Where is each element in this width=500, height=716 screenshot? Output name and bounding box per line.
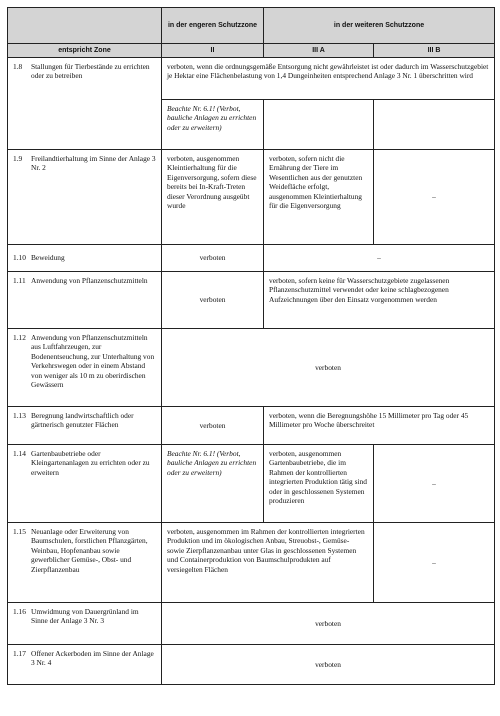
row-cell-iiib: –	[374, 445, 495, 523]
row-cell-span: verboten, ausgenommen im Rahmen der kontrollierten integrierten Produktion und im ökologischen Anbau, Streuobst-, Gemüse- sowie Zierpflanzenanbau unter Glas in geschlossenen Systemen und Containerproduktion von Baumschulprodukten auf versiegelten Flächen	[162, 523, 374, 603]
header-zone-iiib: III B	[374, 44, 495, 58]
row-cell-all: verboten	[162, 603, 495, 645]
row-label	[8, 523, 162, 603]
row-cell-iiia: verboten, ausgenommen Gartenbaubetriebe, die im Rahmen der kontrollierten integrierten Produktion tätig sind oder in geschlossenen Systemen produzieren	[264, 445, 374, 523]
row-cell-iiib: –	[374, 523, 495, 603]
header-zone-label: entspricht Zone	[8, 44, 162, 58]
row-cell-all: verboten	[162, 645, 495, 685]
row-text: Beregnung landwirtschaftlich oder gärtnerisch genutzter Flächen	[31, 411, 134, 430]
row-label	[8, 645, 162, 685]
header-zone-ii: II	[162, 44, 264, 58]
table-row	[8, 245, 495, 272]
row-number: 1.17	[13, 649, 26, 658]
row-text: Neuanlage oder Erweiterung von Baumschulen, forstlichen Pflanzgärten, Weinbau, Hopfenanbau sowie gewerblicher Gemüse-, Obst- und Zierpflanzenbau	[31, 527, 148, 574]
regulation-table	[7, 7, 495, 685]
row-text: Stallungen für Tierbestände zu errichten oder zu betreiben	[31, 62, 150, 81]
header-blank	[8, 8, 162, 44]
header-engere-schutzzone: in der engeren Schutzzone	[162, 8, 264, 44]
row-label	[8, 245, 162, 272]
row-cell-ii: verboten, ausgenommen Kleintierhaltung für die Eigenversorgung, sofern diese bereits bei In-Kraft-Treten dieser Verordnung ausgeübt wurde	[162, 150, 264, 245]
row-cell-iii: verboten, wenn die Beregnungshöhe 15 Millimeter pro Tag oder 45 Millimeter pro Woche überschreitet	[264, 407, 495, 445]
row-label	[8, 272, 162, 329]
row-cell-iii: –	[264, 245, 495, 272]
row-text: Gartenbaubetriebe oder Kleingartenanlagen zu errichten oder zu erweitern	[31, 449, 150, 477]
row-label	[8, 603, 162, 645]
row-cell-iiia: verboten, sofern nicht die Ernährung der Tiere im Wesentlichen aus der genutzten Weidefläche erfolgt, ausgenommen Kleintierhaltung für die Eigenversorgung	[264, 150, 374, 245]
row-cell-iii: verboten, sofern keine für Wasserschutzgebiete zugelassenen Pflanzenschutzmittel verwendet oder keine schlagbezogenen Aufzeichnungen über den Einsatz vorgenommen werden	[264, 272, 495, 329]
table-row	[8, 329, 495, 407]
row-text: Umwidmung von Dauergrünland im Sinne der Anlage 3 Nr. 3	[31, 607, 139, 626]
row-text: Anwendung von Pflanzenschutzmitteln	[31, 276, 148, 285]
table-row	[8, 58, 495, 100]
header-zone-iiia: III A	[264, 44, 374, 58]
header-weitere-schutzzone: in der weiteren Schutzzone	[264, 8, 495, 44]
row-label	[8, 150, 162, 245]
row-number: 1.14	[13, 449, 26, 458]
row-label	[8, 329, 162, 407]
table-row	[8, 445, 495, 523]
row-cell-empty	[374, 100, 495, 150]
row-text: Offener Ackerboden im Sinne der Anlage 3 Nr. 4	[31, 649, 154, 668]
row-number: 1.13	[13, 411, 26, 420]
table-row	[8, 272, 495, 329]
row-cell-ii: Beachte Nr. 6.1! (Verbot, bauliche Anlagen zu errichten oder zu erweitern)	[162, 445, 264, 523]
row-number: 1.9	[13, 154, 23, 163]
row-label	[8, 407, 162, 445]
row-cell-ii: verboten	[162, 407, 264, 445]
row-number: 1.8	[13, 62, 23, 71]
row-cell-iiib: –	[374, 150, 495, 245]
table-row	[8, 645, 495, 685]
row-cell-span: verboten, wenn die ordnungsgemäße Entsorgung nicht gewährleistet ist oder dadurch im Wasserschutzgebiet je Hektar eine Flächenbelastung von 1,4 Dungeinheiten entsprechend Anlage 3 Nr. 1 überschritten wird	[162, 58, 495, 100]
row-label	[8, 445, 162, 523]
table-row	[8, 603, 495, 645]
row-number: 1.12	[13, 333, 26, 342]
row-cell-ii: verboten	[162, 245, 264, 272]
table-row	[8, 150, 495, 245]
row-text: Beweidung	[31, 253, 65, 263]
row-number: 1.15	[13, 527, 26, 536]
table-row	[8, 523, 495, 603]
row-number: 1.11	[13, 276, 26, 285]
row-cell-all: verboten	[162, 329, 495, 407]
row-cell-note: Beachte Nr. 6.1! (Verbot, bauliche Anlagen zu errichten oder zu erweitern)	[162, 100, 264, 150]
row-text: Anwendung von Pflanzenschutzmitteln aus Luftfahrzeugen, zur Bodenentseuchung, zur Unterhaltung von Verkehrswegen oder in einem Abstand von weniger als 10 m zu oberirdischen Gewässern	[31, 333, 155, 390]
row-label	[8, 58, 162, 150]
row-text: Freilandtierhaltung im Sinne der Anlage 3 Nr. 2	[31, 154, 156, 173]
table-row	[8, 407, 495, 445]
row-number: 1.16	[13, 607, 26, 616]
row-number: 1.10	[13, 253, 26, 263]
row-cell-ii: verboten	[162, 272, 264, 329]
row-cell-empty	[264, 100, 374, 150]
